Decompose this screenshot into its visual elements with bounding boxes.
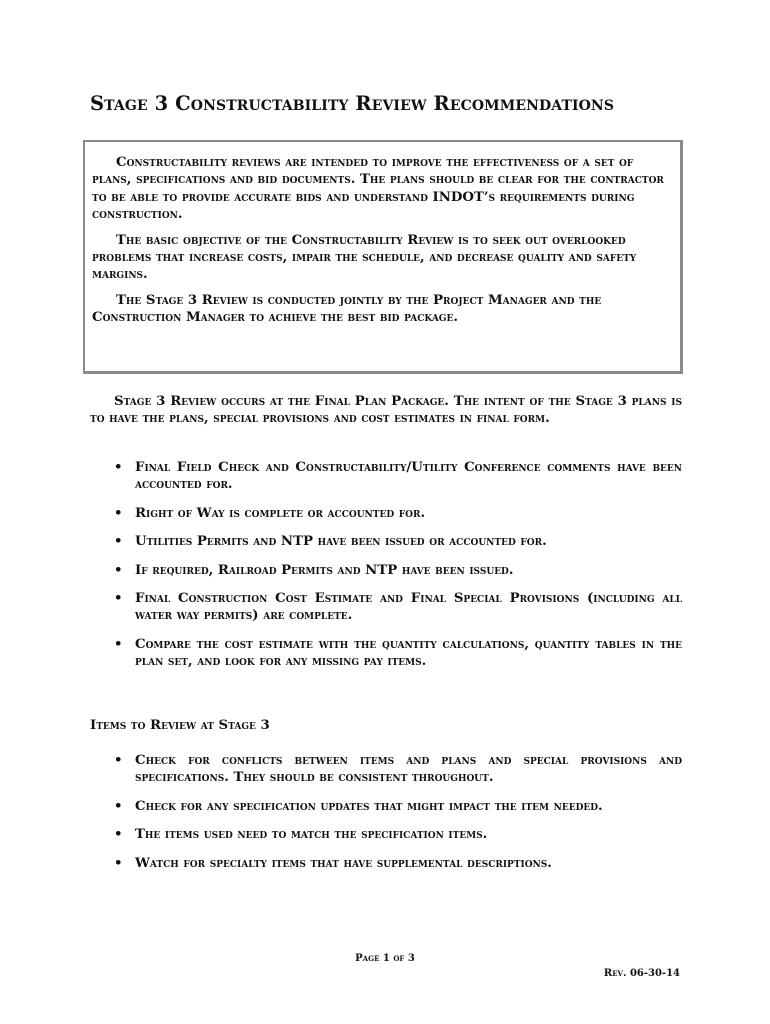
list-item: • Check for any specification updates that might impact the item needed. — [114, 798, 603, 814]
list-item: • Utilities Permits and NTP have been issued or accounted for. — [114, 534, 547, 550]
intro-paragraph: The basic objective of the Constructability Review is to seek out overlooked problems that increase costs, impair the schedule, and decrease quality and safety margins. — [92, 232, 637, 283]
intro-box — [83, 140, 683, 374]
list-item: • Right of Way is complete or accounted for. — [114, 505, 426, 521]
lead-paragraph: Stage 3 Review occurs at the Final Plan Package. The intent of the Stage 3 plans is to have the plans, special provisions and cost estimates in final form. — [90, 394, 682, 427]
list-item: • If required, Railroad Permits and NTP have been issued. — [114, 562, 514, 578]
stage3-list — [90, 459, 682, 682]
bullet-icon: • — [114, 798, 123, 814]
bullet-icon: • — [114, 505, 123, 521]
list-item: • The items used need to match the specification items. — [114, 827, 488, 843]
review-list — [90, 752, 682, 883]
bullet-icon: • — [114, 855, 123, 871]
list-item: • Compare the cost estimate with the quantity calculations, quantity tables in the plan set, and look for any missing pay items. — [114, 636, 682, 670]
bullet-icon: • — [114, 460, 123, 475]
bullet-icon: • — [114, 591, 123, 607]
bullet-icon: • — [114, 562, 123, 578]
bullet-icon: • — [114, 827, 123, 843]
bullet-icon: • — [114, 753, 123, 768]
page-title: Stage 3 Constructability Review Recommendations — [90, 92, 615, 115]
page-number: Page 1 of 3 — [355, 953, 415, 964]
bullet-icon: • — [114, 534, 123, 550]
list-item: • Check for conflicts between items and plans and special provisions and specifications. They should be consistent throughout. — [114, 753, 682, 786]
intro-paragraph: Constructability reviews are intended to improve the effectiveness of a set of plans, specifications and bid documents. The plans should be clear for the contractor to be able to provide accurate bids and understand INDOT’s requirements during construction. — [92, 155, 664, 223]
list-item: • Final Construction Cost Estimate and Final Special Provisions (including all water way permits) are complete. — [114, 591, 682, 624]
intro-paragraph: The Stage 3 Review is conducted jointly by the Project Manager and the Construction Manager to achieve the best bid package. — [92, 292, 602, 326]
revision-date: Rev. 06-30-14 — [603, 968, 680, 979]
section-heading: Items to Review at Stage 3 — [90, 718, 270, 733]
list-item: • Final Field Check and Constructability/Utility Conference comments have been accounted for. — [114, 460, 682, 493]
bullet-icon: • — [114, 636, 123, 652]
list-item: • Watch for specialty items that have supplemental descriptions. — [114, 855, 552, 871]
